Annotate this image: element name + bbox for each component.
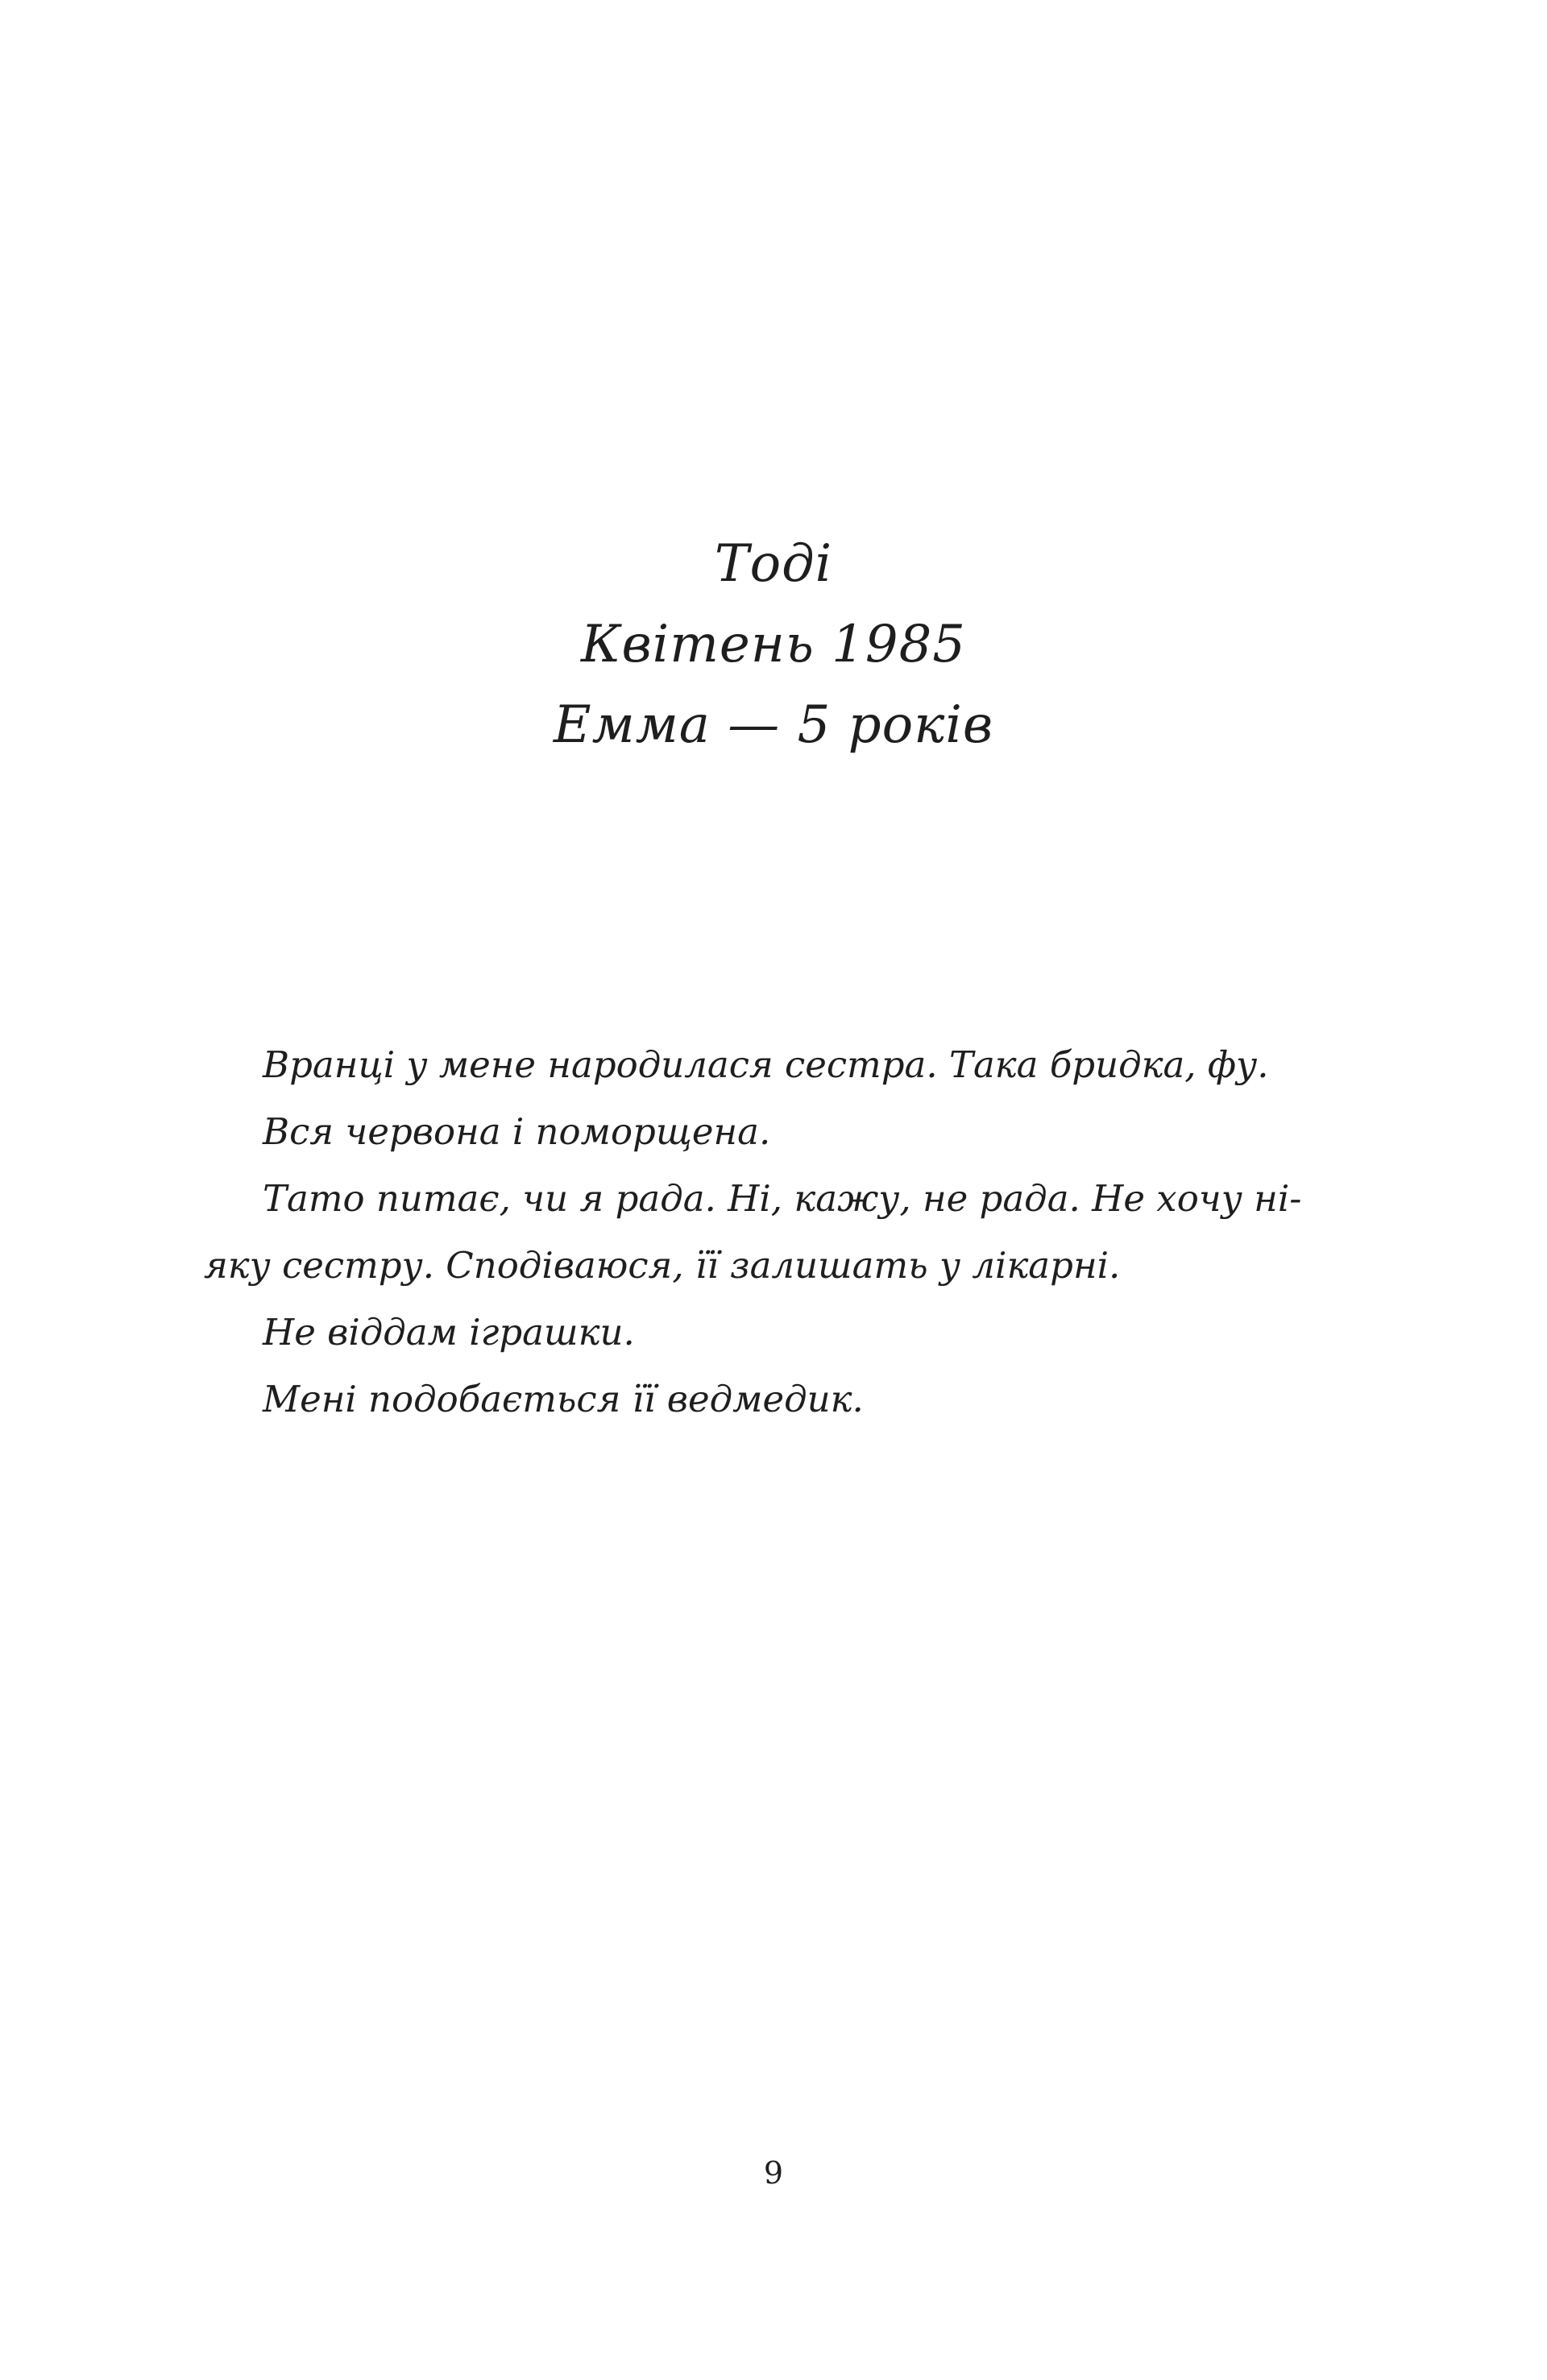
paragraph-line: Тато питає, чи я рада. Ні, кажу, не рада. Не хочу ні- — [263, 1177, 1302, 1220]
paragraph-line: Не віддам іграшки. — [263, 1311, 635, 1354]
heading-character-age: Емма — 5 років — [553, 695, 994, 755]
paragraph-line: Вся червона і поморщена. — [263, 1110, 771, 1153]
page-number: 9 — [763, 2155, 784, 2191]
paragraph-line: Вранці у мене народилася сестра. Така бридка, фу. — [263, 1043, 1269, 1086]
paragraph-line: яку сестру. Сподіваюся, її залишать у лікарні. — [204, 1244, 1121, 1287]
chapter-heading — [0, 524, 1547, 765]
heading-date: Квітень 1985 — [580, 615, 967, 674]
paragraph-line: Мені подобається її ведмедик. — [263, 1378, 864, 1420]
heading-time-label: Тоді — [714, 534, 833, 594]
chapter-body — [204, 1031, 1320, 1433]
